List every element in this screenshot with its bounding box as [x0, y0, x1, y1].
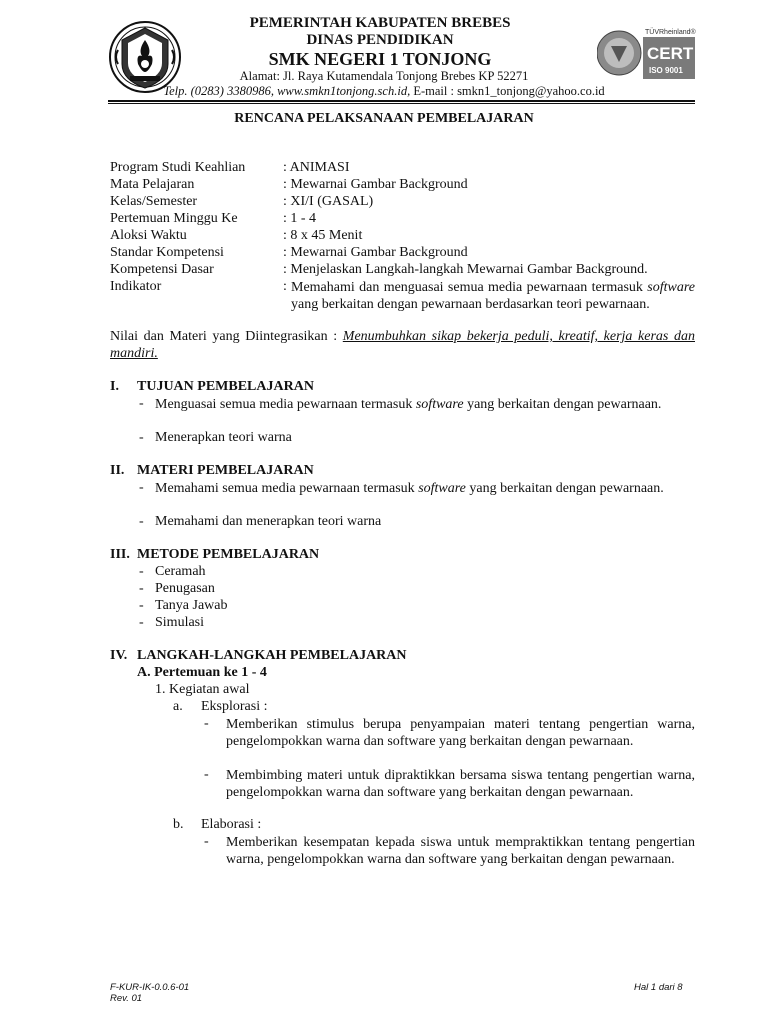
footer-form-code	[110, 982, 189, 1004]
identity-value: : Mewarnai Gambar Background	[283, 245, 468, 260]
indikator-software: software	[647, 280, 695, 295]
identity-value: : Menjelaskan Langkah-langkah Mewarnai Gambar Background.	[283, 262, 648, 277]
header-contact	[0, 84, 768, 99]
indikator-part1: Memahami dan menguasai semua media pewarnaan termasuk	[291, 280, 643, 295]
identity-value: : ANIMASI	[283, 160, 350, 175]
sub-step-title: Eksplorasi :	[201, 699, 268, 714]
sub-step-letter: b.	[173, 817, 184, 832]
identity-colon: :	[283, 279, 287, 294]
section-number: III.	[110, 547, 130, 562]
identity-label: Mata Pelajaran	[110, 177, 195, 192]
bullet-dash: -	[204, 716, 209, 731]
identity-label: Standar Kompetensi	[110, 245, 224, 260]
nilai-text: Menumbuhkan sikap bekerja peduli, kreatif, kerja keras dan mandiri.	[110, 329, 695, 361]
list-item: Ceramah	[155, 564, 206, 579]
header-rule-thick	[108, 100, 695, 102]
cert-iso-text: ISO 9001	[649, 66, 683, 75]
list-item: Penugasan	[155, 581, 215, 596]
item-software: software	[415, 397, 464, 412]
nilai-lead: Nilai dan Materi yang Diintegrasikan :	[110, 329, 338, 344]
identity-label: Pertemuan Minggu Ke	[110, 211, 238, 226]
identity-value: : 1 - 4	[283, 211, 317, 226]
bullet-dash: -	[139, 430, 144, 445]
list-item	[155, 480, 695, 497]
bullet-dash: -	[204, 767, 209, 782]
section-heading: TUJUAN PEMBELAJARAN	[137, 379, 314, 394]
document-title: RENCANA PELAKSANAAN PEMBELAJARAN	[234, 111, 534, 126]
section-number: I.	[110, 379, 119, 394]
list-item: Simulasi	[155, 615, 205, 630]
indikator-text	[291, 279, 695, 313]
step-heading: 1. Kegiatan awal	[155, 682, 250, 697]
cert-brand-text: TÜVRheinland®	[645, 29, 696, 36]
header-department: DINAS PENDIDIKAN	[306, 32, 454, 48]
bullet-dash: -	[139, 581, 144, 596]
list-item	[155, 396, 695, 413]
identity-value: : Mewarnai Gambar Background	[283, 177, 468, 192]
bullet-dash: -	[139, 615, 144, 630]
header-address: Alamat: Jl. Raya Kutamendala Tonjong Brebes KP 52271	[239, 69, 529, 83]
item-text: yang berkaitan dengan pewarnaan.	[469, 481, 664, 496]
list-item: Memberikan stimulus berupa penyampaian materi tentang pengertian warna, pengelompokkan warna dan software yang berkaitan dengan pewarnaan.	[226, 717, 695, 749]
header-school-name: SMK NEGERI 1 TONJONG	[268, 49, 492, 69]
list-item: Memahami dan menerapkan teori warna	[155, 514, 382, 529]
section-number: IV.	[110, 648, 128, 663]
list-item: Tanya Jawab	[155, 598, 228, 613]
header-phone-web: Telp. (0283) 3380986, www.smkn1tonjong.sch.id,	[163, 84, 414, 98]
identity-label: Kompetensi Dasar	[110, 262, 214, 277]
header-government: PEMERINTAH KABUPATEN BREBES	[249, 15, 511, 31]
bullet-dash: -	[139, 564, 144, 579]
section-heading: METODE PEMBELAJARAN	[137, 547, 320, 562]
footer-code: F-KUR-IK-0.0.6-01	[110, 982, 190, 993]
identity-label: Kelas/Semester	[110, 194, 198, 209]
cert-word-text: CERT	[647, 44, 694, 63]
identity-value: : 8 x 45 Menit	[283, 228, 363, 243]
bullet-dash: -	[139, 514, 144, 529]
sub-step-letter: a.	[173, 699, 183, 714]
item-software: software	[418, 481, 466, 496]
bullet-dash: -	[204, 834, 209, 849]
list-item: Memberikan kesempatan kepada siswa untuk mempraktikkan tentang pengertian warna, pengelompokkan warna dan software yang berkaitan dengan pewarnaan.	[226, 835, 695, 867]
item-text: Memahami semua media pewarnaan termasuk	[155, 481, 415, 496]
list-item: Membimbing materi untuk dipraktikkan bersama siswa tentang pengertian warna, pengelompokkan warna dan software yang berkaitan dengan pewarnaan.	[226, 768, 695, 800]
header-email: E-mail : smkn1_tonjong@yahoo.co.id	[413, 84, 605, 98]
bullet-dash: -	[139, 480, 144, 495]
header-rule-thin	[108, 103, 695, 104]
bullet-dash: -	[139, 396, 144, 411]
identity-label: Aloksi Waktu	[110, 228, 187, 243]
nilai-materi-paragraph	[110, 328, 695, 362]
list-item: Menerapkan teori warna	[155, 430, 292, 445]
sub-step-title: Elaborasi :	[201, 817, 262, 832]
footer-revision: Rev. 01	[110, 993, 143, 1004]
item-text: yang berkaitan dengan pewarnaan.	[467, 397, 662, 412]
section-heading: MATERI PEMBELAJARAN	[137, 463, 314, 478]
indikator-part2: yang berkaitan dengan pewarnaan berdasarkan teori pewarnaan.	[291, 297, 650, 312]
bullet-dash: -	[139, 598, 144, 613]
identity-value: : XI/I (GASAL)	[283, 194, 374, 209]
subsection-heading: A. Pertemuan ke 1 - 4	[137, 665, 267, 680]
identity-label: Program Studi Keahlian	[110, 160, 246, 175]
section-number: II.	[110, 463, 125, 478]
section-heading: LANGKAH-LANGKAH PEMBELAJARAN	[137, 648, 407, 663]
footer-page-number: Hal 1 dari 8	[634, 982, 683, 993]
item-text: Menguasai semua media pewarnaan termasuk	[155, 397, 413, 412]
identity-label: Indikator	[110, 279, 162, 294]
